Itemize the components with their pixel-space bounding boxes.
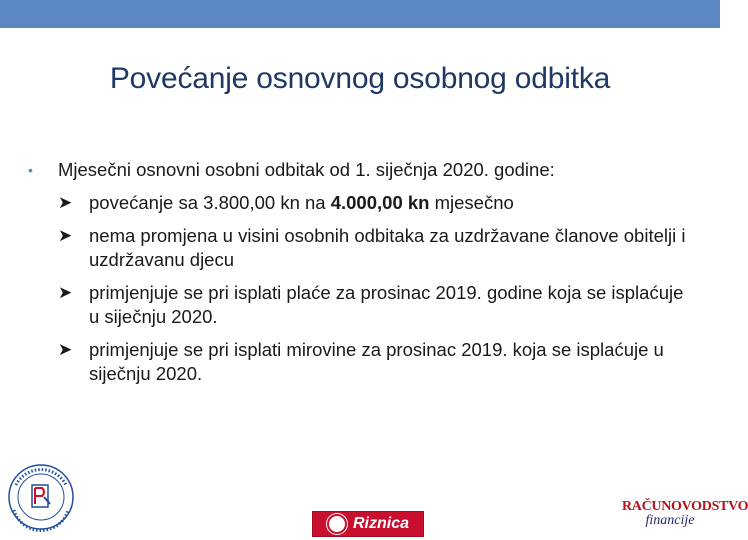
- sub-bullet-text-after: mjesečno: [429, 192, 514, 213]
- riznica-logo: [312, 511, 424, 537]
- racunovodstvo-logo-bottom: financije: [645, 513, 695, 528]
- racunovodstvo-logo-top: RAČUNOVODSTVO: [622, 499, 748, 514]
- sub-bullet-text: primjenjuje se pri isplati plaće za prosinac 2019. godine koja se isplaćuje u siječnju 2020.: [89, 282, 684, 327]
- riznica-emblem-icon: [327, 514, 347, 534]
- bullet-dot-icon: •: [28, 162, 33, 178]
- slide-title: Povećanje osnovnog osobnog odbitka: [109, 62, 611, 95]
- top-accent-bar: [0, 0, 720, 28]
- list-item: [58, 191, 688, 215]
- riznica-logo-text: Riznica: [352, 515, 409, 532]
- arrow-bullet-icon: ➤: [58, 340, 73, 359]
- slide-content: [28, 158, 688, 395]
- list-item: [58, 338, 688, 386]
- main-bullet-text: Mjesečni osnovni osobni odbitak od 1. siječnja 2020. godine:: [58, 159, 555, 180]
- racunovodstvo-logo: [622, 499, 748, 539]
- main-bullet: [28, 158, 688, 182]
- seal-logo-icon: [6, 455, 76, 535]
- arrow-bullet-icon: ➤: [58, 226, 73, 245]
- sub-bullet-text-before: povećanje sa 3.800,00 kn na: [89, 192, 331, 213]
- list-item: [58, 224, 688, 272]
- sub-bullet-text: primjenjuje se pri isplati mirovine za prosinac 2019. koja se isplaćuje u siječnju 2020.: [89, 339, 664, 384]
- sub-bullet-text-bold: 4.000,00 kn: [330, 192, 430, 213]
- sub-bullet-list: [58, 191, 688, 386]
- footer-logos: [0, 455, 748, 540]
- sub-bullet-text: nema promjena u visini osobnih odbitaka za uzdržavane članove obitelji i uzdržavanu djecu: [89, 225, 686, 270]
- arrow-bullet-icon: ➤: [58, 283, 73, 302]
- arrow-bullet-icon: ➤: [58, 193, 73, 212]
- list-item: [58, 281, 688, 329]
